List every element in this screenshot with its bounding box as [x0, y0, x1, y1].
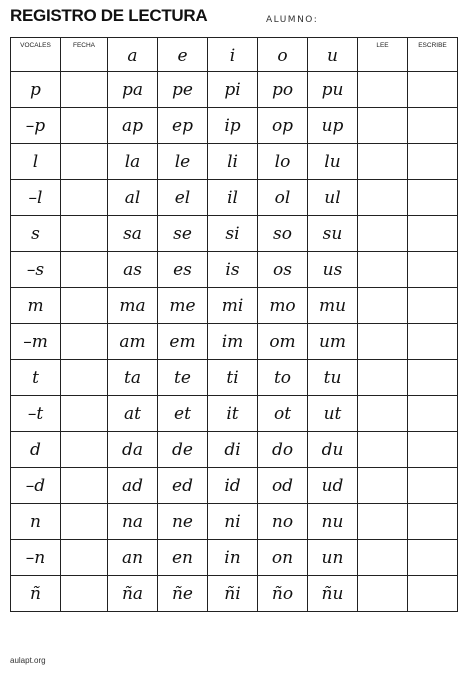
- syllable-cell: ni: [208, 504, 258, 540]
- syllable-cell: nu: [308, 504, 358, 540]
- consonant-cell: –t: [11, 396, 61, 432]
- consonant-cell: t: [11, 360, 61, 396]
- consonant-cell: –n: [11, 540, 61, 576]
- lee-cell: [358, 576, 408, 612]
- syllable-cell: pa: [108, 72, 158, 108]
- lee-cell: [358, 540, 408, 576]
- fecha-cell: [61, 468, 108, 504]
- reading-table: [10, 37, 458, 612]
- lee-cell: [358, 324, 408, 360]
- escribe-cell: [408, 504, 458, 540]
- syllable-cell: tu: [308, 360, 358, 396]
- syllable-cell: no: [258, 504, 308, 540]
- table-row: [11, 72, 458, 108]
- header-row: [11, 38, 458, 72]
- fecha-cell: [61, 540, 108, 576]
- syllable-cell: ñu: [308, 576, 358, 612]
- escribe-cell: [408, 180, 458, 216]
- syllable-cell: do: [258, 432, 308, 468]
- fecha-cell: [61, 216, 108, 252]
- syllable-cell: so: [258, 216, 308, 252]
- lee-cell: [358, 396, 408, 432]
- syllable-cell: ip: [208, 108, 258, 144]
- syllable-cell: pu: [308, 72, 358, 108]
- syllable-cell: ño: [258, 576, 308, 612]
- fecha-cell: [61, 396, 108, 432]
- syllable-cell: ed: [158, 468, 208, 504]
- fecha-cell: [61, 576, 108, 612]
- header-vowel: a: [108, 38, 158, 72]
- syllable-cell: ñe: [158, 576, 208, 612]
- header-vowel: i: [208, 38, 258, 72]
- table-row: [11, 468, 458, 504]
- syllable-cell: os: [258, 252, 308, 288]
- consonant-cell: ñ: [11, 576, 61, 612]
- fecha-cell: [61, 432, 108, 468]
- escribe-cell: [408, 216, 458, 252]
- syllable-cell: on: [258, 540, 308, 576]
- table-row: [11, 144, 458, 180]
- escribe-cell: [408, 288, 458, 324]
- header-escribe: ESCRIBE: [408, 38, 458, 72]
- lee-cell: [358, 252, 408, 288]
- syllable-cell: ut: [308, 396, 358, 432]
- consonant-cell: l: [11, 144, 61, 180]
- syllable-cell: ñi: [208, 576, 258, 612]
- syllable-cell: se: [158, 216, 208, 252]
- footer-source: aulapt.org: [10, 656, 46, 665]
- syllable-cell: du: [308, 432, 358, 468]
- syllable-cell: an: [108, 540, 158, 576]
- syllable-cell: ul: [308, 180, 358, 216]
- syllable-cell: il: [208, 180, 258, 216]
- consonant-cell: –d: [11, 468, 61, 504]
- syllable-cell: un: [308, 540, 358, 576]
- syllable-cell: op: [258, 108, 308, 144]
- fecha-cell: [61, 504, 108, 540]
- syllable-cell: et: [158, 396, 208, 432]
- escribe-cell: [408, 144, 458, 180]
- syllable-cell: su: [308, 216, 358, 252]
- syllable-cell: es: [158, 252, 208, 288]
- escribe-cell: [408, 360, 458, 396]
- syllable-cell: de: [158, 432, 208, 468]
- syllable-cell: ol: [258, 180, 308, 216]
- syllable-cell: mi: [208, 288, 258, 324]
- syllable-cell: sa: [108, 216, 158, 252]
- syllable-cell: as: [108, 252, 158, 288]
- consonant-cell: –p: [11, 108, 61, 144]
- syllable-cell: em: [158, 324, 208, 360]
- lee-cell: [358, 144, 408, 180]
- syllable-cell: si: [208, 216, 258, 252]
- syllable-cell: te: [158, 360, 208, 396]
- table-row: [11, 504, 458, 540]
- table-row: [11, 324, 458, 360]
- fecha-cell: [61, 252, 108, 288]
- syllable-cell: at: [108, 396, 158, 432]
- syllable-cell: um: [308, 324, 358, 360]
- lee-cell: [358, 72, 408, 108]
- syllable-cell: el: [158, 180, 208, 216]
- escribe-cell: [408, 432, 458, 468]
- syllable-cell: pi: [208, 72, 258, 108]
- syllable-cell: al: [108, 180, 158, 216]
- table-row: [11, 180, 458, 216]
- consonant-cell: –s: [11, 252, 61, 288]
- fecha-cell: [61, 360, 108, 396]
- escribe-cell: [408, 324, 458, 360]
- student-label: ALUMNO:: [266, 15, 319, 25]
- syllable-cell: in: [208, 540, 258, 576]
- syllable-cell: di: [208, 432, 258, 468]
- syllable-cell: le: [158, 144, 208, 180]
- fecha-cell: [61, 324, 108, 360]
- header-vowel: o: [258, 38, 308, 72]
- table-row: [11, 360, 458, 396]
- syllable-cell: us: [308, 252, 358, 288]
- syllable-cell: ep: [158, 108, 208, 144]
- syllable-cell: it: [208, 396, 258, 432]
- escribe-cell: [408, 540, 458, 576]
- lee-cell: [358, 288, 408, 324]
- syllable-cell: po: [258, 72, 308, 108]
- syllable-cell: ta: [108, 360, 158, 396]
- fecha-cell: [61, 108, 108, 144]
- lee-cell: [358, 180, 408, 216]
- syllable-cell: ap: [108, 108, 158, 144]
- syllable-cell: ad: [108, 468, 158, 504]
- escribe-cell: [408, 468, 458, 504]
- header-vowel: u: [308, 38, 358, 72]
- syllable-cell: im: [208, 324, 258, 360]
- syllable-cell: en: [158, 540, 208, 576]
- escribe-cell: [408, 72, 458, 108]
- escribe-cell: [408, 252, 458, 288]
- escribe-cell: [408, 396, 458, 432]
- table-row: [11, 540, 458, 576]
- table-row: [11, 576, 458, 612]
- syllable-cell: ña: [108, 576, 158, 612]
- syllable-cell: mo: [258, 288, 308, 324]
- syllable-cell: ma: [108, 288, 158, 324]
- consonant-cell: –l: [11, 180, 61, 216]
- syllable-cell: pe: [158, 72, 208, 108]
- escribe-cell: [408, 576, 458, 612]
- syllable-cell: lo: [258, 144, 308, 180]
- syllable-cell: od: [258, 468, 308, 504]
- lee-cell: [358, 468, 408, 504]
- table-row: [11, 432, 458, 468]
- consonant-cell: s: [11, 216, 61, 252]
- consonant-cell: m: [11, 288, 61, 324]
- syllable-cell: la: [108, 144, 158, 180]
- syllable-cell: me: [158, 288, 208, 324]
- header-fecha: FECHA: [61, 38, 108, 72]
- table-row: [11, 216, 458, 252]
- lee-cell: [358, 108, 408, 144]
- consonant-cell: –m: [11, 324, 61, 360]
- table-row: [11, 288, 458, 324]
- syllable-cell: am: [108, 324, 158, 360]
- consonant-cell: p: [11, 72, 61, 108]
- consonant-cell: d: [11, 432, 61, 468]
- syllable-cell: is: [208, 252, 258, 288]
- syllable-cell: to: [258, 360, 308, 396]
- fecha-cell: [61, 144, 108, 180]
- escribe-cell: [408, 108, 458, 144]
- syllable-cell: lu: [308, 144, 358, 180]
- syllable-cell: da: [108, 432, 158, 468]
- syllable-cell: ot: [258, 396, 308, 432]
- table-row: [11, 108, 458, 144]
- fecha-cell: [61, 180, 108, 216]
- lee-cell: [358, 216, 408, 252]
- header-lee: LEE: [358, 38, 408, 72]
- syllable-cell: na: [108, 504, 158, 540]
- syllable-cell: li: [208, 144, 258, 180]
- lee-cell: [358, 432, 408, 468]
- fecha-cell: [61, 72, 108, 108]
- syllable-cell: up: [308, 108, 358, 144]
- table-row: [11, 396, 458, 432]
- syllable-cell: id: [208, 468, 258, 504]
- table-row: [11, 252, 458, 288]
- syllable-cell: om: [258, 324, 308, 360]
- syllable-cell: ne: [158, 504, 208, 540]
- fecha-cell: [61, 288, 108, 324]
- consonant-cell: n: [11, 504, 61, 540]
- lee-cell: [358, 360, 408, 396]
- lee-cell: [358, 504, 408, 540]
- header-vocales: VOCALES: [11, 38, 61, 72]
- syllable-cell: ud: [308, 468, 358, 504]
- page-title: REGISTRO DE LECTURA: [10, 6, 208, 25]
- syllable-cell: mu: [308, 288, 358, 324]
- header-vowel: e: [158, 38, 208, 72]
- syllable-cell: ti: [208, 360, 258, 396]
